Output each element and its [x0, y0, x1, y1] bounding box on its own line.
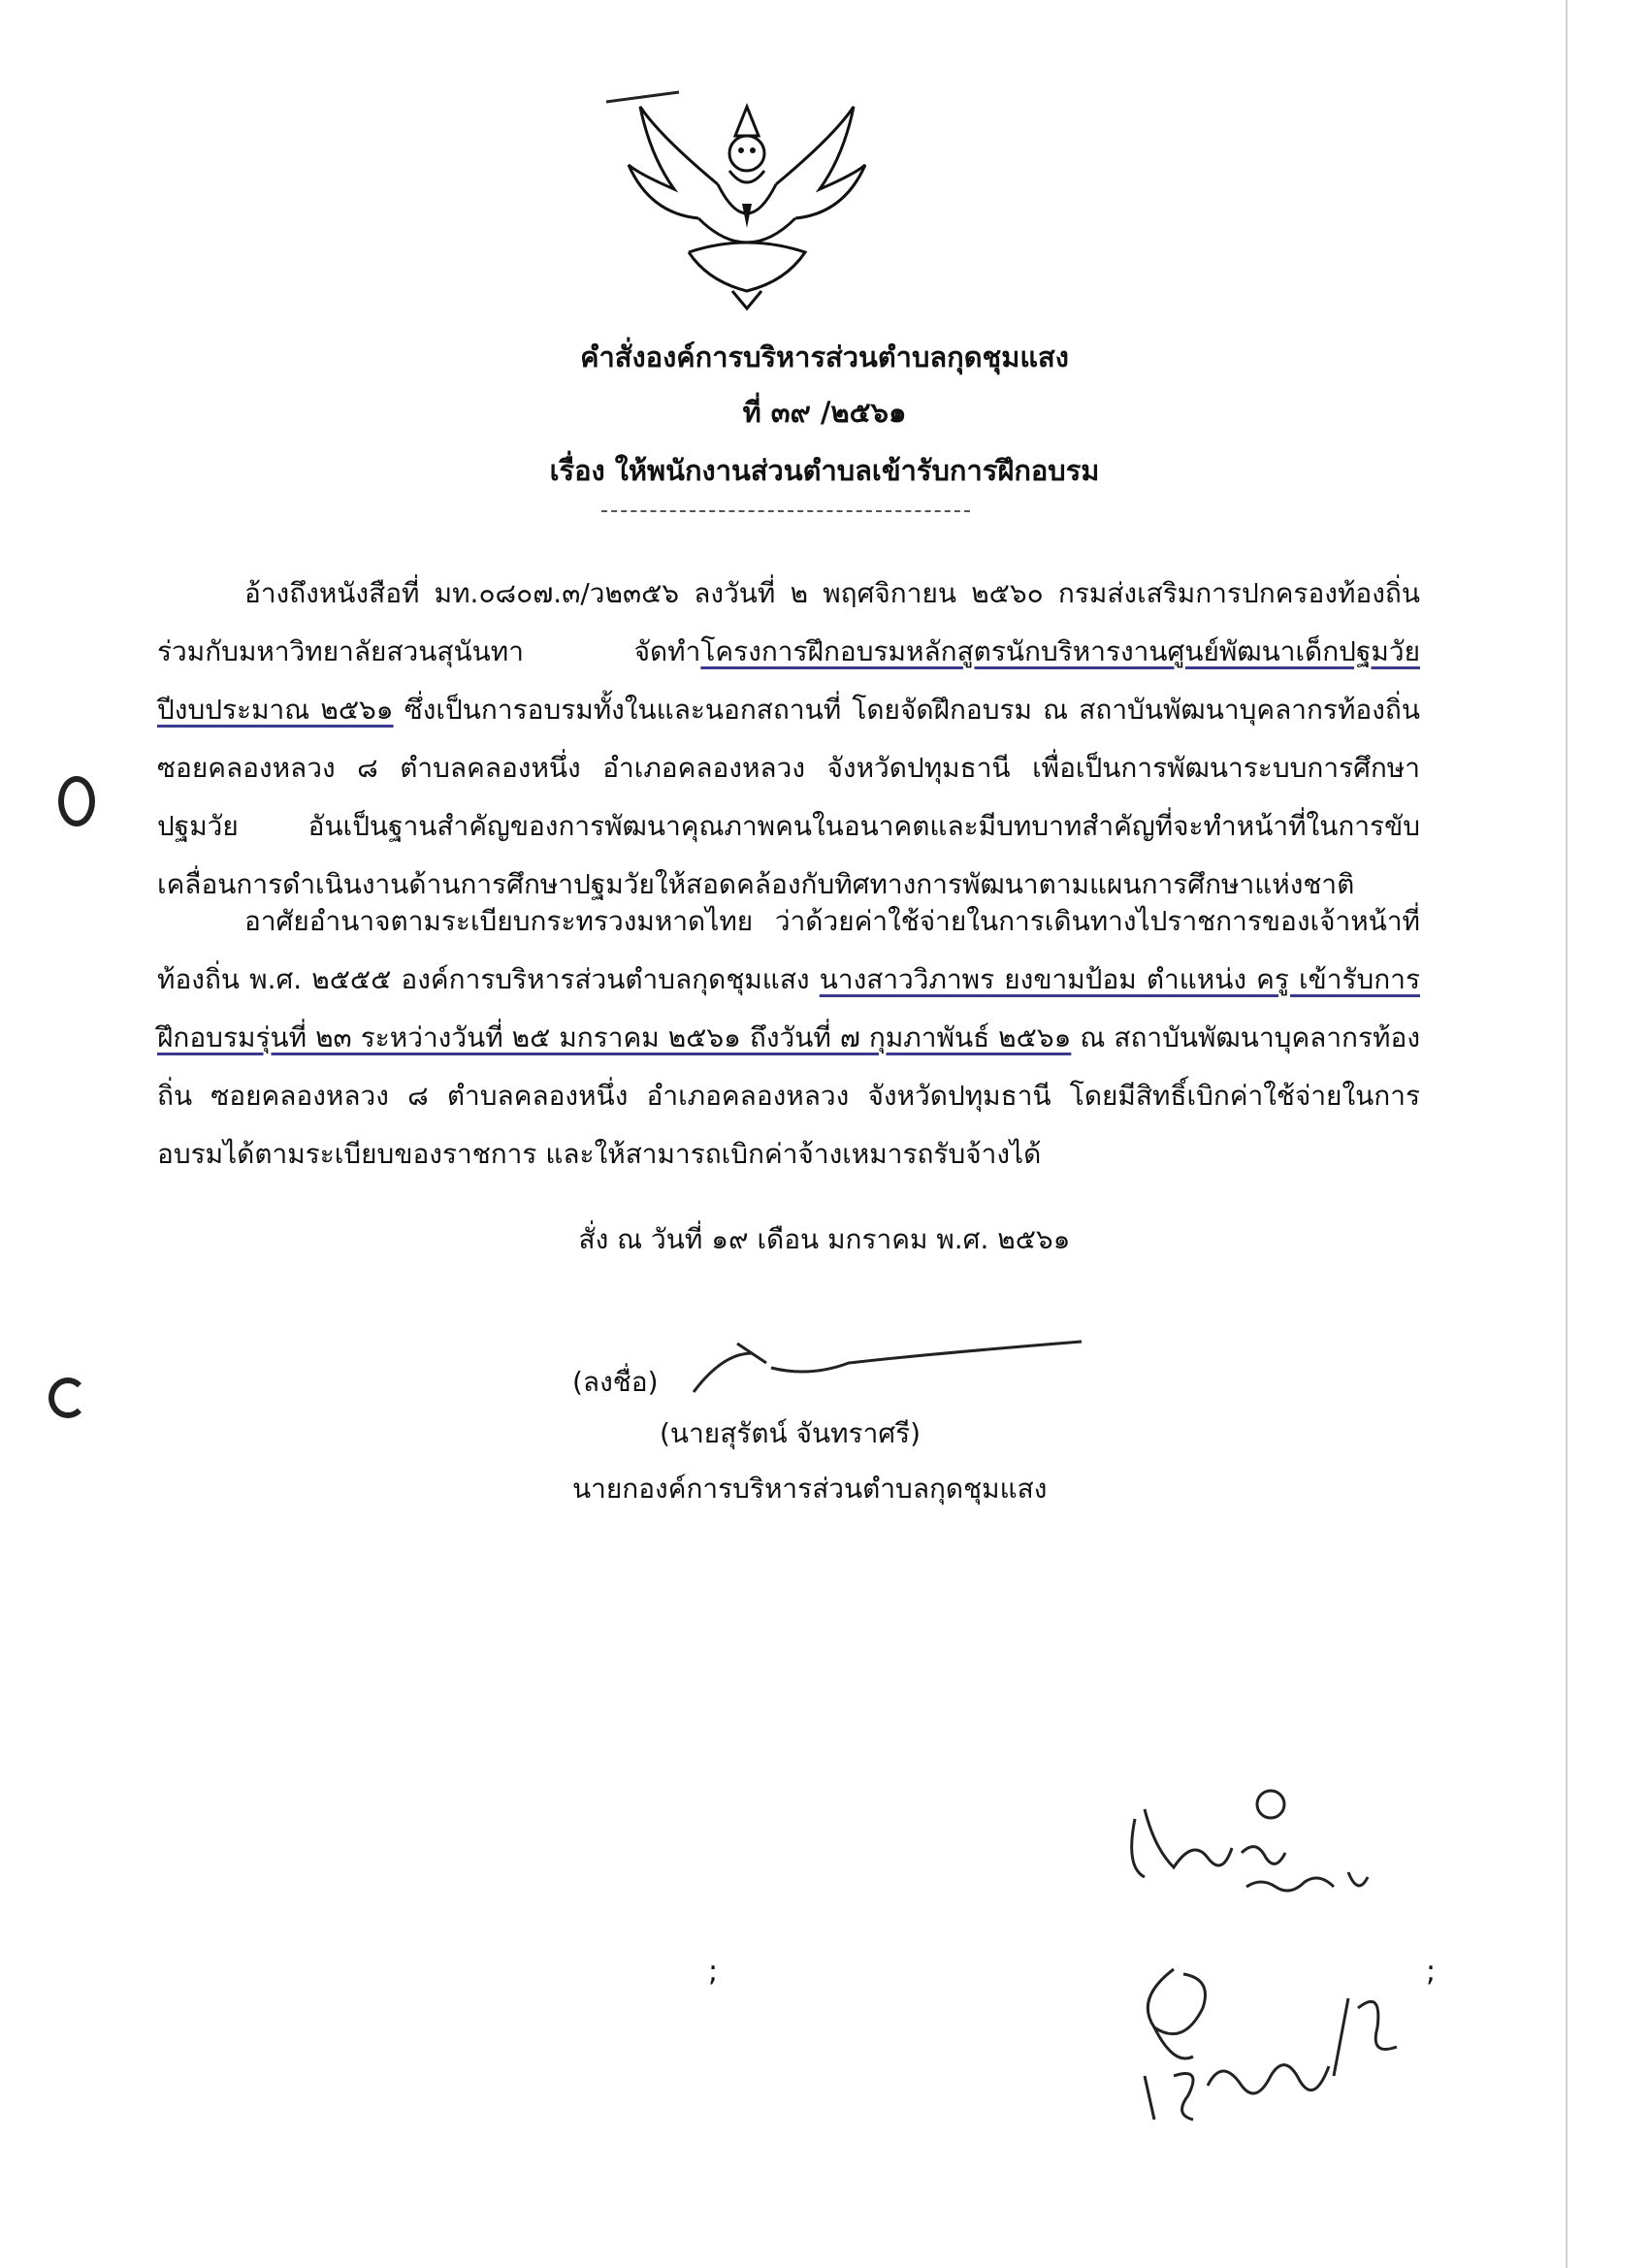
punch-hole-bottom — [48, 1377, 87, 1418]
paragraph-1-text-b: ซึ่งเป็นการอบรมทั้งในและนอกสถานที่ โดยจัดฝึกอบรม ณ สถาบันพัฒนาบุคลากรท้องถิ่น ซอยคลองหลวง ๘ ตำบลคลองหนึ่ง อำเภอคลองหลวง จังหวัดปทุมธานี เพื่อเป็นการพัฒนาระบบการศึกษาปฐมวัย อันเป็นฐานสำคัญของการพัฒนาคุณภาพคนในอนาคตและมีบทบาทสำคัญที่จะทำหน้าที่ในการขับเคลื่อนการดำเนินงานด้านการศึกษาปฐมวัยให้สอดคล้องกับทิศทางการพัฒนาตามแผนการศึกษาแห่งชาติ — [157, 694, 1421, 900]
signer-position: นายกองค์การบริหารส่วนตำบลกุดชุมแสง — [572, 1473, 1048, 1505]
paragraph-1 — [157, 565, 1420, 914]
signer-name: (นายสุรัตน์ จันทราศรี) — [660, 1417, 922, 1449]
order-authority-title: คำสั่งองค์การบริหารส่วนตำบลกุดชุมแสง — [580, 340, 1069, 373]
punch-hole-top — [58, 776, 95, 826]
order-subject: เรื่อง ให้พนักงานส่วนตำบลเข้ารับการฝึกอบรม — [549, 454, 1100, 487]
order-number: ที่ ๓๙ /๒๕๖๑ — [742, 396, 907, 429]
garuda-emblem-icon — [621, 97, 873, 310]
paragraph-2-text-b: ณ สถาบันพัฒนาบุคลากรท้องถิ่น ซอยคลองหลวง ๘ ตำบลคลองหนึ่ง อำเภอคลองหลวง จังหวัดปทุมธานี โดยมีสิทธิ์เบิกค่าใช้จ่ายในการอบรมได้ตามระเบียบของราชการ และให้สามารถเบิกค่าจ้างเหมารถรับจ้างได้ — [157, 1021, 1420, 1170]
paragraph-2-text-a: อาศัยอำนาจตามระเบียบกระทรวงมหาดไทย ว่าด้วยค่าใช้จ่ายในการเดินทางไปราชการของเจ้าหน้าที่ท้องถิ่น พ.ศ. ๒๕๕๕ องค์การบริหารส่วนตำบลกุดชุมแสง — [157, 905, 1420, 995]
handwritten-date-note — [1116, 1940, 1426, 2124]
paragraph-2 — [157, 892, 1420, 1183]
paragraph-2-underlined: นางสาววิภาพร ยงขามป้อม ตำแหน่ง ครู เข้ารับการฝึกอบรมรุ่นที่ ๒๓ ระหว่างวันที่ ๒๕ มกราคม ๒๕๖๑ ถึงวันที่ ๗ กุมภาพันธ์ ๒๕๖๑ — [157, 963, 1420, 1053]
signature-mark — [684, 1334, 1091, 1402]
order-date: สั่ง ณ วันที่ ๑๙ เดือน มกราคม พ.ศ. ๒๕๖๑ — [578, 1223, 1071, 1255]
divider — [601, 510, 970, 512]
pen-stroke-mark — [601, 87, 689, 107]
paragraph-1-underlined: โครงการฝึกอบรมหลักสูตรนักบริหารงานศูนย์พัฒนาเด็กปฐมวัย ปีงบประมาณ ๒๕๖๑ — [157, 635, 1420, 726]
paragraph-1-text-a: อ้างถึงหนังสือที่ มท.๐๘๐๗.๓/ว๒๓๕๖ ลงวันที่ ๒ พฤศจิกายน ๒๕๖๐ กรมส่งเสริมการปกครองท้องถิ่น ร่วมกับมหาวิทยาลัยสวนสุนันทา จัดทำ — [157, 577, 1420, 667]
scan-speck-left: ; — [708, 1955, 719, 1989]
handwritten-initial-note — [1116, 1780, 1406, 1906]
scan-speck-right: ; — [1426, 1955, 1437, 1989]
sign-label: (ลงชื่อ) — [572, 1366, 659, 1398]
